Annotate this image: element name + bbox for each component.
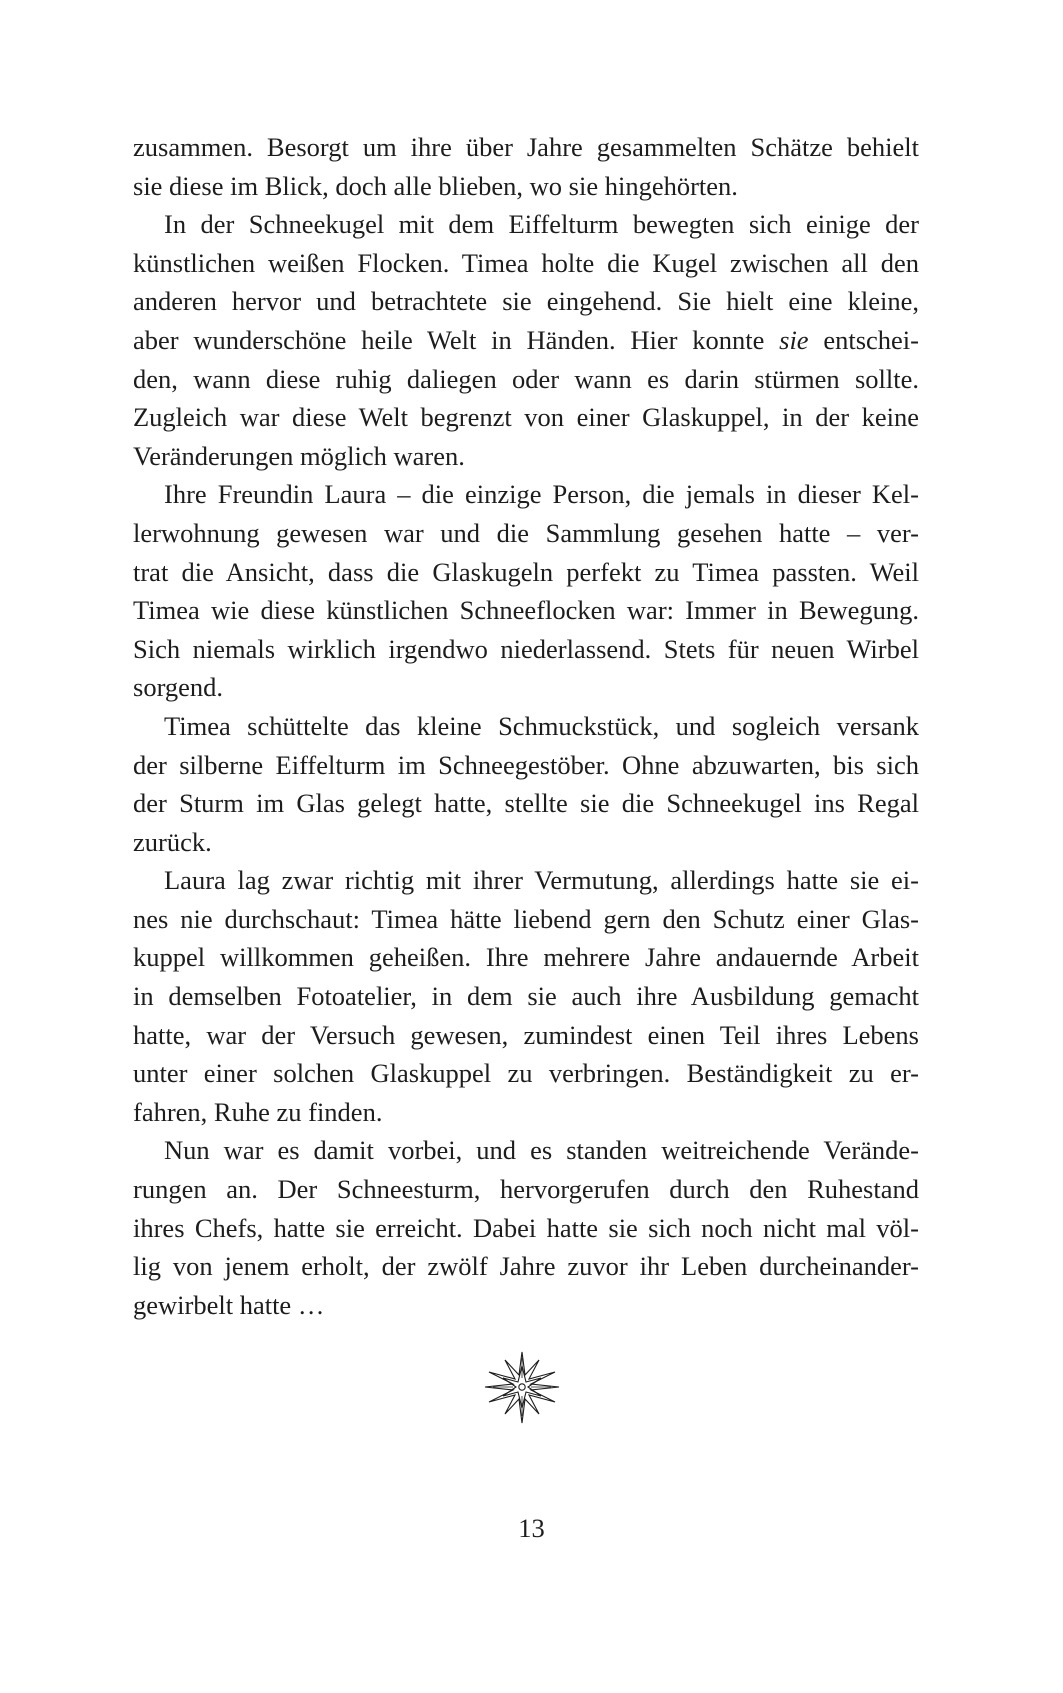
- text-line: zurück.: [133, 826, 212, 857]
- text-line: Timea schüttelte das kleine Schmuckstück, und sogleich versank: [164, 710, 919, 741]
- text-line: trat die Ansicht, dass die Glaskugeln perfekt zu Timea passten. Weil: [133, 556, 919, 587]
- text-line: sorgend.: [133, 672, 224, 703]
- text-line: Ihre Freundin Laura – die einzige Person, die jemals in dieser Kel-: [164, 479, 919, 510]
- text-line: lig von jenem erholt, der zwölf Jahre zuvor ihr Leben durcheinander-: [133, 1251, 919, 1282]
- text-line: Sich niemals wirklich irgendwo niederlassend. Stets für neuen Wirbel: [133, 633, 919, 664]
- text-line: In der Schneekugel mit dem Eiffelturm bewegten sich einige der: [164, 209, 919, 240]
- text-line: Timea wie diese künstlichen Schneeflocken war: Immer in Bewegung.: [133, 595, 919, 626]
- snowflake-star-icon: [483, 1348, 561, 1426]
- text-line: den, wann diese ruhig daliegen oder wann es darin stürmen sollte.: [133, 363, 919, 394]
- text-line: rungen an. Der Schneesturm, hervorgerufen durch den Ruhestand: [133, 1174, 919, 1205]
- text-line: hatte, war der Versuch gewesen, zumindest einen Teil ihres Lebens: [133, 1019, 919, 1050]
- text-line: der Sturm im Glas gelegt hatte, stellte sie die Schneekugel ins Regal: [133, 788, 919, 819]
- text-line: gewirbelt hatte …: [133, 1289, 325, 1320]
- text-line: lerwohnung gewesen war und die Sammlung gesehen hatte – ver-: [133, 517, 919, 548]
- text-line: Veränderungen möglich waren.: [133, 440, 465, 471]
- text-line: sie diese im Blick, doch alle blieben, wo sie hingehörten.: [133, 170, 738, 201]
- page-number: 13: [518, 1513, 545, 1543]
- text-line: nes nie durchschaut: Timea hätte liebend gern den Schutz einer Glas-: [133, 903, 919, 934]
- text-line: unter einer solchen Glaskuppel zu verbringen. Beständigkeit zu er-: [133, 1058, 919, 1089]
- text-line: kuppel willkommen geheißen. Ihre mehrere Jahre andauernde Arbeit: [133, 942, 919, 973]
- text-line: ihres Chefs, hatte sie erreicht. Dabei hatte sie sich noch nicht mal völ-: [133, 1212, 919, 1243]
- text-line: künstlichen weißen Flocken. Timea holte die Kugel zwischen all den: [133, 247, 919, 278]
- text-line: anderen hervor und betrachtete sie eingehend. Sie hielt eine kleine,: [133, 286, 919, 317]
- emphasis: sie: [779, 324, 809, 355]
- text-run: aber wunderschöne heile Welt in Händen. Hier konnte: [133, 324, 780, 355]
- text-line: in demselben Fotoatelier, in dem sie auch ihre Ausbildung gemacht: [133, 981, 919, 1012]
- text-line: zusammen. Besorgt um ihre über Jahre gesammelten Schätze behielt: [133, 132, 919, 162]
- text-line: der silberne Eiffelturm im Schneegestöber. Ohne abzuwarten, bis sich: [133, 749, 919, 780]
- text-line: fahren, Ruhe zu finden.: [133, 1096, 383, 1127]
- text-line: [133, 321, 919, 360]
- body-text: [133, 128, 919, 1324]
- text-line: Laura lag zwar richtig mit ihrer Vermutung, allerdings hatte sie ei-: [164, 865, 919, 896]
- text-run: entschei-: [808, 324, 919, 355]
- text-line: Nun war es damit vorbei, und es standen weitreichende Verände-: [164, 1135, 919, 1166]
- text-line: Zugleich war diese Welt begrenzt von einer Glaskuppel, in der keine: [133, 402, 919, 433]
